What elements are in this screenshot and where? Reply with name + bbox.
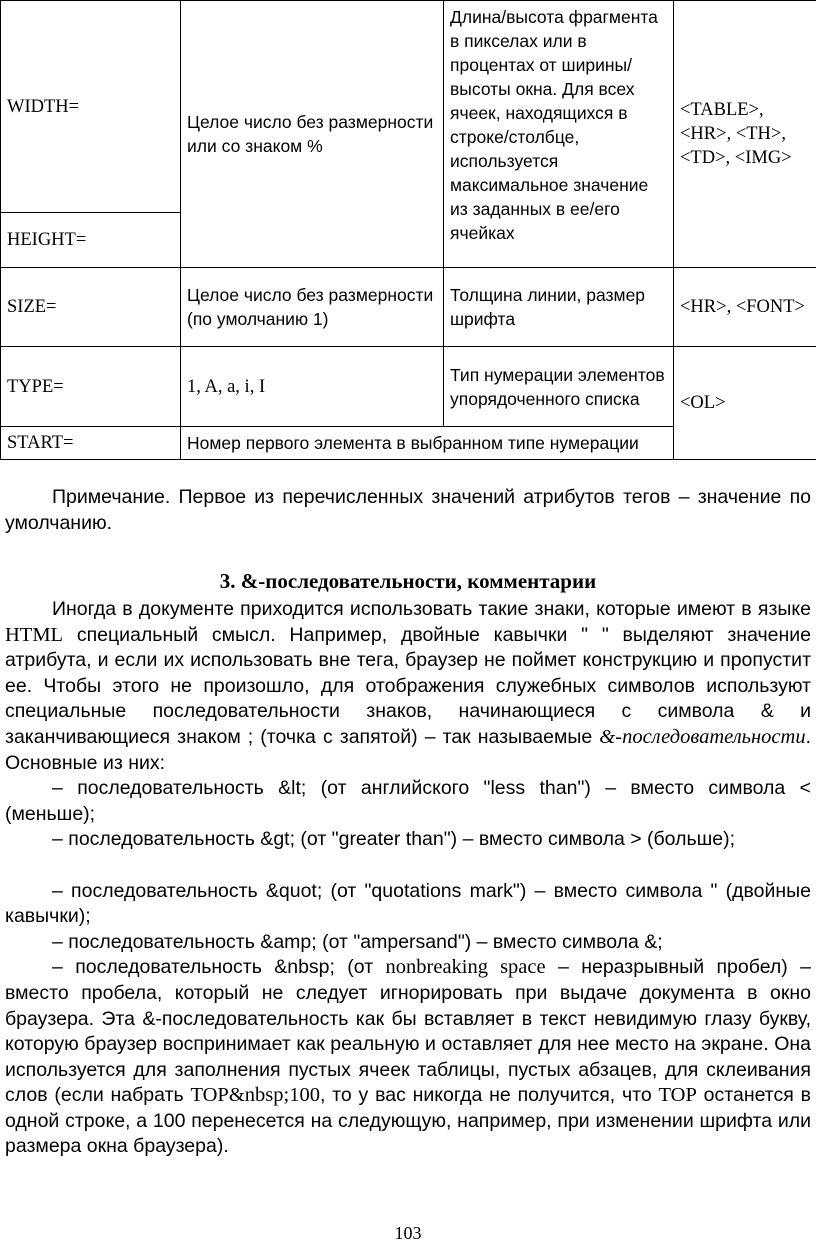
intro-paragraph bbox=[5, 597, 811, 776]
nbsp-example: TOP&nbsp;100 bbox=[190, 1084, 320, 1107]
nbsp-text: останется в одной строке, а 100 перенесется на следующую, например, при изменении шрифта или размера окна браузера). bbox=[5, 1084, 811, 1158]
nbsp-text: – последовательность &nbsp; (от bbox=[52, 956, 386, 979]
nbsp-text: – неразрывный пробел) – вместо пробела, который не следует игнорировать при выдаче документа в окно браузера. Эта &-последовательность как бы вставляет в текст невидимую глазу букву, которую браузер воспринимает как реальную и оставляет для нее место на экране. Она используется для заполнения пустых ячеек таблицы, пустых абзацев, для склеивания слов (если набрать bbox=[5, 956, 811, 1107]
attr-description-cell: Длина/высота фрагмента в пикселах или в процентах от ширины/высоты окна. Для всех ячеек, находящихся в строке/столбце, используется максимальное значение из заданных в ее/его ячейках bbox=[444, 1, 674, 268]
intro-text: Иногда в документе приходится использовать такие знаки, которые имеют в языке bbox=[52, 598, 811, 620]
table-row bbox=[1, 347, 816, 427]
list-item-amp: – последовательность &amp; (от "ampersand") – вместо символа &; bbox=[52, 930, 663, 953]
attr-description-cell: Толщина линии, размер шрифта bbox=[444, 268, 674, 347]
attributes-table bbox=[0, 0, 816, 460]
note-text: Примечание. Первое из перечисленных значений атрибутов тегов – значение по умолчанию. bbox=[5, 486, 811, 534]
nbsp-example: TOP bbox=[658, 1084, 697, 1107]
nbsp-term: nonbreaking space bbox=[385, 956, 546, 979]
attr-value-cell: Номер первого элемента в выбранном типе нумерации bbox=[181, 427, 674, 460]
note-paragraph bbox=[5, 485, 811, 536]
intro-text: специальный смысл. Например, двойные кавычки " " выделяют значение атрибута, и если их использовать вне тега, браузер не поймет конструкцию и пропустит ее. Чтобы этого не произошло, для отображения служебных символов используют специальные последовательности знаков, начинающиеся с символа & и заканчивающиеся знаком ; (точка с запятой) – так называемые bbox=[5, 623, 811, 748]
attr-tags-cell: <TABLE>, <HR>, <TH>, <TD>, <IMG> bbox=[674, 1, 816, 268]
nbsp-text: , то у вас никогда не получится, что bbox=[319, 1084, 659, 1107]
list-item-lt: – последовательность &lt; (от английского "less than") – вместо символа < (меньше); bbox=[5, 777, 811, 825]
list-item-quot: – последовательность &quot; (от "quotations mark") – вместо символа " (двойные кавычки); bbox=[5, 879, 811, 928]
attr-value-cell: Целое число без размерности или со знаком % bbox=[181, 1, 444, 268]
body-text bbox=[5, 597, 811, 1160]
attr-name-cell: TYPE= bbox=[1, 347, 181, 427]
attr-name-cell: SIZE= bbox=[1, 268, 181, 347]
section-heading: 3. &-последовательности, комментарии bbox=[219, 569, 597, 593]
intro-text: . Основные из них: bbox=[5, 725, 811, 774]
intro-html-term: HTML bbox=[5, 623, 64, 646]
table-row bbox=[1, 1, 816, 213]
list-item-nbsp bbox=[5, 955, 811, 1160]
attr-name-cell: START= bbox=[1, 427, 181, 460]
list-item-gt: – последовательность &gt; (от "greater than") – вместо символа > (больше); bbox=[52, 828, 736, 851]
attr-tags-cell: <OL> bbox=[674, 347, 816, 460]
attr-name-cell: WIDTH= bbox=[1, 1, 181, 213]
attr-description-cell: Тип нумерации элементов упорядоченного списка bbox=[444, 347, 674, 427]
attr-tags-cell: <HR>, <FONT> bbox=[674, 268, 816, 347]
attr-name-cell: HEIGHT= bbox=[1, 213, 181, 268]
table-row bbox=[1, 268, 816, 347]
attr-value-cell: 1, A, a, i, I bbox=[181, 347, 444, 427]
page-number: 103 bbox=[394, 1223, 422, 1243]
attr-value-cell: Целое число без размерности (по умолчанию 1) bbox=[181, 268, 444, 347]
intro-italic-term: &-последовательности bbox=[599, 725, 806, 748]
